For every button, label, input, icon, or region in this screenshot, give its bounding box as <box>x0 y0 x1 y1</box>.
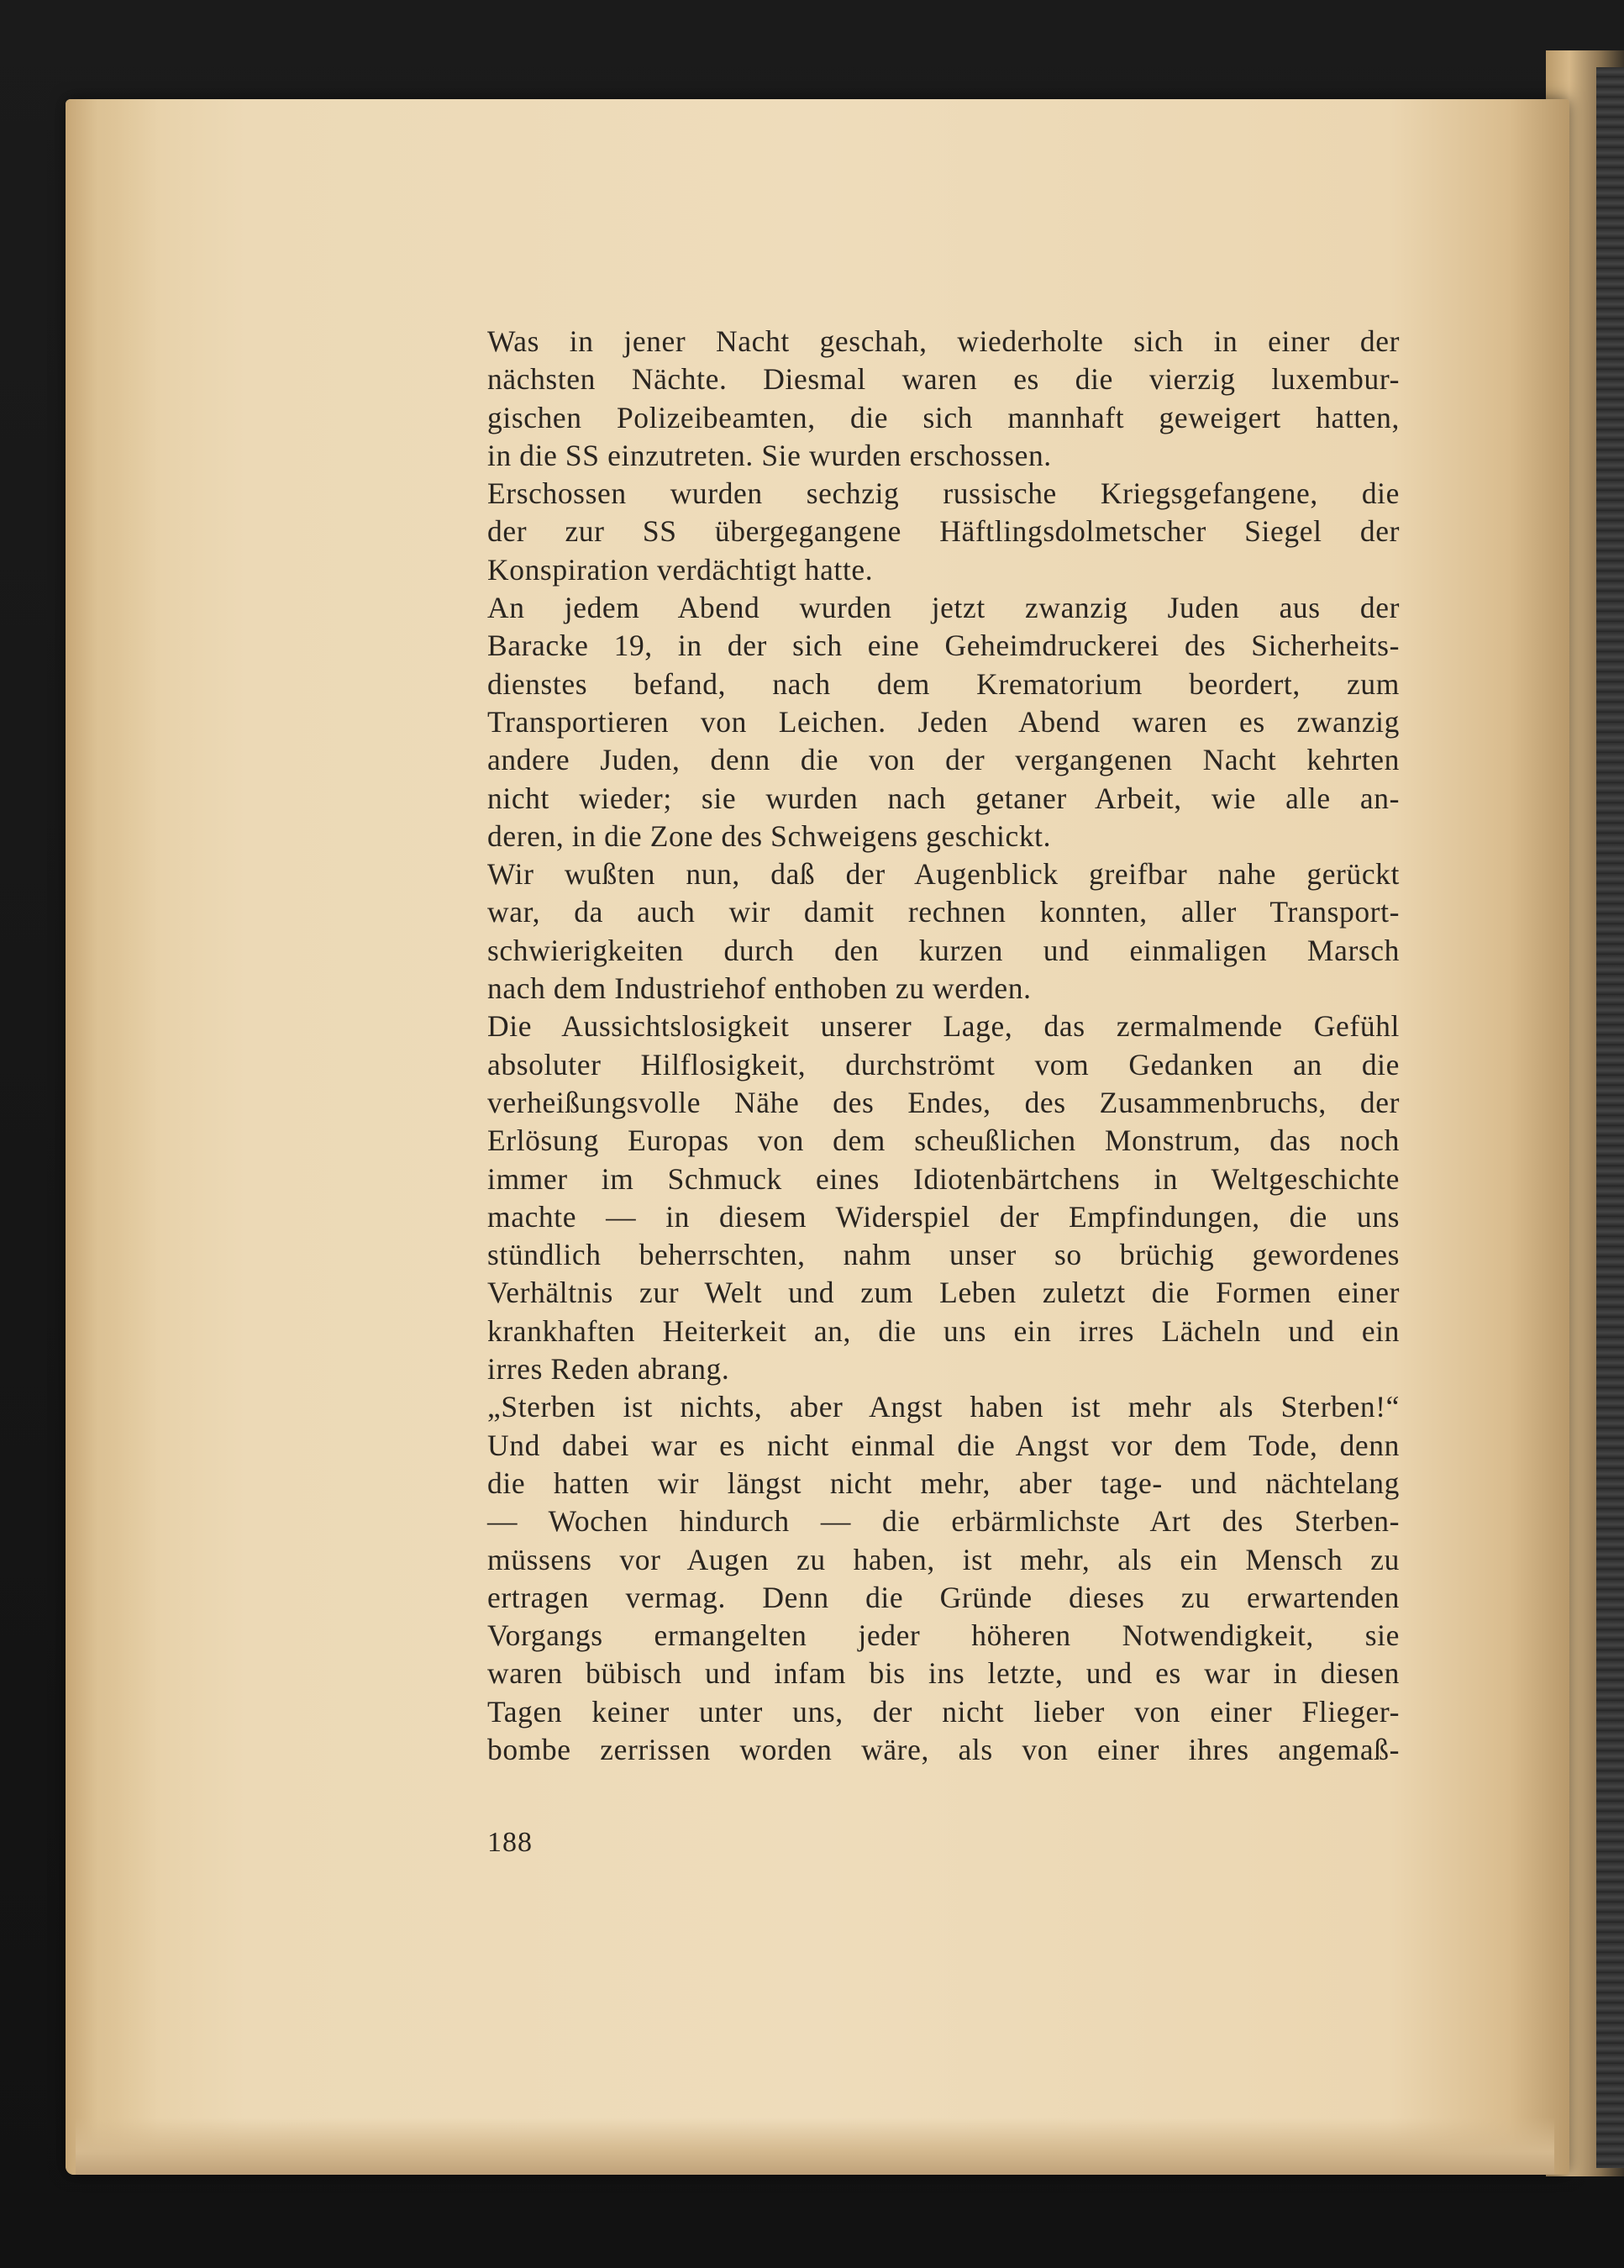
text-line: der zur SS übergegangene Häftlingsdolmetscher Siegel der <box>487 514 1400 549</box>
text-line: deren, in die Zone des Schweigens geschickt. <box>487 818 1052 853</box>
book-cover-edge <box>1596 67 1624 2168</box>
text-line: dienstes befand, nach dem Krematorium beordert, zum <box>487 666 1400 701</box>
text-line: schwierigkeiten durch den kurzen und einmaligen Marsch <box>487 933 1400 967</box>
text-line: krankhaften Heiterkeit an, die uns ein irres Lächeln und ein <box>487 1313 1400 1348</box>
text-line: war, da auch wir damit rechnen konnten, aller Transport- <box>487 895 1400 929</box>
text-line: irres Reden abrang. <box>487 1352 730 1387</box>
text-line: machte — in diesem Widerspiel der Empfindungen, die uns <box>487 1199 1400 1234</box>
text-line: Erlösung Europas von dem scheußlichen Monstrum, das noch <box>487 1123 1400 1158</box>
text-line: „Sterben ist nichts, aber Angst haben ist mehr als Sterben!“ <box>487 1390 1400 1424</box>
text-line: verheißungsvolle Nähe des Endes, des Zusammenbruchs, der <box>487 1085 1400 1119</box>
text-line: Konspiration verdächtigt hatte. <box>487 552 874 587</box>
text-line: Vorgangs ermangelten jeder höheren Notwendigkeit, sie <box>487 1618 1400 1653</box>
page-bottom-edge <box>76 2118 1554 2175</box>
paragraph-2 <box>487 475 1400 589</box>
text-line: Und dabei war es nicht einmal die Angst vor dem Tode, denn <box>487 1428 1400 1462</box>
text-line: andere Juden, denn die von der vergangenen Nacht kehrten <box>487 743 1400 777</box>
text-line: nach dem Industriehof enthoben zu werden. <box>487 971 1032 1006</box>
text-line: Verhältnis zur Welt und zum Leben zuletzt die Formen einer <box>487 1276 1400 1310</box>
text-line: nächsten Nächte. Diesmal waren es die vierzig luxembur- <box>487 362 1400 397</box>
page-number: 188 <box>487 1827 533 1858</box>
text-line: Transportieren von Leichen. Jeden Abend waren es zwanzig <box>487 704 1400 739</box>
text-line: Wir wußten nun, daß der Augenblick greifbar nahe gerückt <box>487 857 1400 892</box>
text-line: gischen Polizeibeamten, die sich mannhaft geweigert hatten, <box>487 400 1400 434</box>
text-line: waren bübisch und infam bis ins letzte, und es war in diesen <box>487 1656 1400 1691</box>
text-line: stündlich beherrschten, nahm unser so brüchig gewordenes <box>487 1238 1400 1272</box>
text-line: Erschossen wurden sechzig russische Kriegsgefangene, die <box>487 476 1400 511</box>
text-line: Die Aussichtslosigkeit unserer Lage, das zermalmende Gefühl <box>487 1009 1400 1044</box>
text-line: absoluter Hilflosigkeit, durchströmt vom Gedanken an die <box>487 1047 1400 1081</box>
text-line: müssens vor Augen zu haben, ist mehr, als ein Mensch zu <box>487 1542 1400 1576</box>
paragraph-3 <box>487 589 1400 855</box>
text-line: ertragen vermag. Denn die Gründe dieses zu erwartenden <box>487 1580 1400 1614</box>
text-line: in die SS einzutreten. Sie wurden erschossen. <box>487 438 1052 472</box>
text-line: immer im Schmuck eines Idiotenbärtchens in Weltgeschichte <box>487 1161 1400 1196</box>
paragraph-6 <box>487 1388 1400 1769</box>
text-line: An jedem Abend wurden jetzt zwanzig Juden aus der <box>487 591 1400 625</box>
page-left-shadow <box>66 99 158 2175</box>
paragraph-5 <box>487 1008 1400 1388</box>
text-line: — Wochen hindurch — die erbärmlichste Art des Sterben- <box>487 1504 1400 1539</box>
paragraph-1 <box>487 323 1400 475</box>
text-line: Tagen keiner unter uns, der nicht lieber von einer Flieger- <box>487 1694 1400 1729</box>
body-text <box>487 323 1400 1769</box>
text-line: bombe zerrissen worden wäre, als von einer ihres angemaß- <box>487 1732 1400 1766</box>
paragraph-4 <box>487 855 1400 1008</box>
text-line: nicht wieder; sie wurden nach getaner Arbeit, wie alle an- <box>487 781 1400 815</box>
text-line: Was in jener Nacht geschah, wiederholte sich in einer der <box>487 324 1400 358</box>
text-line: Baracke 19, in der sich eine Geheimdruckerei des Sicherheits- <box>487 629 1400 663</box>
text-line: die hatten wir längst nicht mehr, aber tage- und nächtelang <box>487 1466 1400 1500</box>
